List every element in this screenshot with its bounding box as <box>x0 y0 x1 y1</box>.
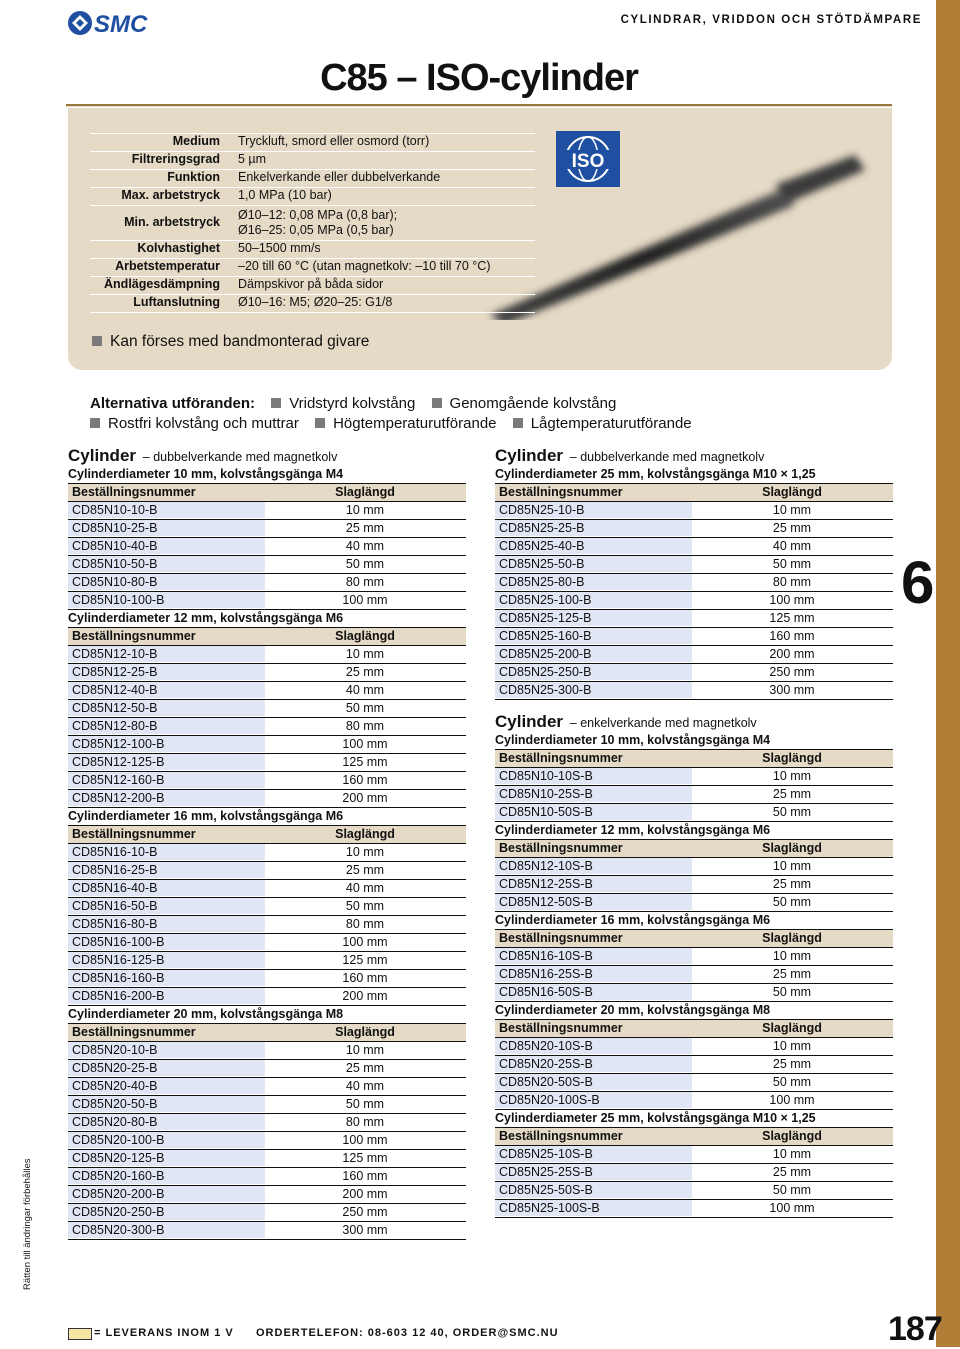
header-category: CYLINDRAR, VRIDDON OCH STÖTDÄMPARE <box>620 14 922 26</box>
order-number: CD85N25-25S-B <box>499 1165 593 1179</box>
stroke-length: 50 mm <box>345 899 385 913</box>
alternatives-label: Alternativa utföranden: <box>90 395 256 412</box>
spec-row-temperature <box>90 258 535 276</box>
order-number: CD85N10-50S-B <box>499 805 593 819</box>
table-row <box>495 1038 893 1056</box>
order-number: CD85N25-10-B <box>499 503 585 517</box>
order-number: CD85N25-160-B <box>499 629 592 643</box>
table-row <box>495 786 893 804</box>
spec-label: Ändlägesdämpning <box>104 277 220 291</box>
table-row <box>68 1132 466 1150</box>
stroke-length: 25 mm <box>345 521 385 535</box>
group-title: Cylinderdiameter 25 mm, kolvstångsgänga M10 × 1,25 <box>495 1110 893 1128</box>
table-row <box>495 574 893 592</box>
section-subtitle: – enkelverkande med magnetkolv <box>569 716 757 730</box>
order-number: CD85N10-50-B <box>72 557 158 571</box>
order-number: CD85N12-125-B <box>72 755 165 769</box>
table-row <box>68 790 466 808</box>
table-row <box>68 1078 466 1096</box>
table-row <box>495 894 893 912</box>
order-number: CD85N16-10S-B <box>499 949 593 963</box>
table-row <box>495 1092 893 1110</box>
table-row <box>68 1204 466 1222</box>
stroke-length: 10 mm <box>345 1043 385 1057</box>
stroke-length: 40 mm <box>345 539 385 553</box>
order-number: CD85N25-200-B <box>499 647 592 661</box>
table-row <box>68 1168 466 1186</box>
order-number: CD85N12-10S-B <box>499 859 593 873</box>
alternative-item: Högtemperaturutförande <box>333 415 497 432</box>
section-subtitle: – dubbelverkande med magnetkolv <box>569 450 765 464</box>
order-number: CD85N20-200-B <box>72 1187 165 1201</box>
order-number: CD85N20-250-B <box>72 1205 165 1219</box>
order-number: CD85N12-25-B <box>72 665 158 679</box>
order-number: CD85N12-25S-B <box>499 877 593 891</box>
stroke-length: 25 mm <box>772 967 812 981</box>
table-row <box>495 876 893 894</box>
table-header <box>68 484 466 502</box>
stroke-length: 125 mm <box>342 953 388 967</box>
order-number: CD85N16-25S-B <box>499 967 593 981</box>
order-number: CD85N10-10-B <box>72 503 158 517</box>
right-column <box>495 446 893 1218</box>
stroke-length: 40 mm <box>345 1079 385 1093</box>
stroke-length: 10 mm <box>345 845 385 859</box>
order-contact: ORDERTELEFON: 08-603 12 40, ORDER@SMC.NU <box>256 1327 559 1339</box>
stroke-length: 250 mm <box>769 665 815 679</box>
order-number: CD85N25-10S-B <box>499 1147 593 1161</box>
section-title-main: Cylinder <box>68 446 137 465</box>
alternatives-line-1 <box>90 395 616 412</box>
table-row <box>68 700 466 718</box>
table-row <box>495 664 893 682</box>
table-row <box>495 1074 893 1092</box>
stroke-length: 100 mm <box>342 935 388 949</box>
iso-logo <box>556 131 620 187</box>
bullet-square-icon <box>271 398 281 408</box>
table-header <box>68 1024 466 1042</box>
stroke-length: 25 mm <box>345 863 385 877</box>
spec-label: Funktion <box>167 170 220 184</box>
stroke-length: 50 mm <box>345 1097 385 1111</box>
table-row <box>68 664 466 682</box>
col-header-stroke: Slaglängd <box>762 1021 822 1035</box>
spec-value: Ø10–16: M5; Ø20–25: G1/8 <box>238 295 393 309</box>
order-number: CD85N10-25S-B <box>499 787 593 801</box>
stroke-length: 100 mm <box>769 593 815 607</box>
section-title-main: Cylinder <box>495 446 564 465</box>
alternatives-line-2 <box>90 415 692 432</box>
order-number: CD85N25-50S-B <box>499 1183 593 1197</box>
table-row <box>68 1096 466 1114</box>
stroke-length: 25 mm <box>772 787 812 801</box>
table-row <box>68 1186 466 1204</box>
order-number: CD85N16-200-B <box>72 989 165 1003</box>
order-number: CD85N25-25-B <box>499 521 585 535</box>
table-row <box>68 754 466 772</box>
spec-value: 1,0 MPa (10 bar) <box>238 188 332 202</box>
spec-label: Medium <box>172 134 220 148</box>
spec-label: Kolvhastighet <box>137 241 220 255</box>
order-number: CD85N12-50S-B <box>499 895 593 909</box>
table-row <box>495 948 893 966</box>
stroke-length: 10 mm <box>772 503 812 517</box>
order-number: CD85N25-125-B <box>499 611 592 625</box>
table-row <box>68 520 466 538</box>
stroke-length: 100 mm <box>769 1201 815 1215</box>
stroke-length: 40 mm <box>345 683 385 697</box>
group-title: Cylinderdiameter 16 mm, kolvstångsgänga M6 <box>68 808 466 826</box>
smc-logo <box>66 6 154 40</box>
table-row <box>68 952 466 970</box>
group-title: Cylinderdiameter 12 mm, kolvstångsgänga M6 <box>495 822 893 840</box>
col-header-stroke: Slaglängd <box>762 485 822 499</box>
table-row <box>68 556 466 574</box>
stroke-length: 100 mm <box>342 1133 388 1147</box>
order-number: CD85N16-10-B <box>72 845 158 859</box>
stroke-length: 80 mm <box>345 1115 385 1129</box>
spec-label: Filtreringsgrad <box>131 152 220 166</box>
table-row <box>495 768 893 786</box>
legend-text: = LEVERANS INOM 1 V <box>94 1327 234 1339</box>
col-header-stroke: Slaglängd <box>335 485 395 499</box>
order-number: CD85N20-25S-B <box>499 1057 593 1071</box>
spec-value: –20 till 60 °C (utan magnetkolv: –10 till 70 °C) <box>238 259 491 273</box>
order-number: CD85N25-300-B <box>499 683 592 697</box>
table-row <box>495 1146 893 1164</box>
order-number: CD85N12-100-B <box>72 737 165 751</box>
order-number: CD85N20-10S-B <box>499 1039 593 1053</box>
table-row <box>68 862 466 880</box>
table-header <box>495 1128 893 1146</box>
order-number: CD85N25-50-B <box>499 557 585 571</box>
page-number: 187 <box>888 1310 942 1348</box>
spec-row-max-pressure <box>90 187 535 205</box>
table-row <box>68 736 466 754</box>
feature-text: Kan förses med bandmonterad givare <box>110 333 370 350</box>
order-number: CD85N20-100-B <box>72 1133 165 1147</box>
stroke-length: 10 mm <box>772 1147 812 1161</box>
group-title: Cylinderdiameter 25 mm, kolvstångsgänga M10 × 1,25 <box>495 466 893 484</box>
table-row <box>68 1150 466 1168</box>
table-row <box>495 628 893 646</box>
spec-row-function <box>90 169 535 187</box>
group-title: Cylinderdiameter 20 mm, kolvstångsgänga M8 <box>495 1002 893 1020</box>
order-number: CD85N16-50-B <box>72 899 158 913</box>
stroke-length: 80 mm <box>345 917 385 931</box>
stroke-length: 50 mm <box>772 805 812 819</box>
table-row <box>495 966 893 984</box>
table-header <box>495 750 893 768</box>
chapter-number: 6 <box>901 549 935 616</box>
table-row <box>495 1200 893 1218</box>
table-row <box>68 1114 466 1132</box>
spec-value: Dämpskivor på båda sidor <box>238 277 384 291</box>
section-title <box>495 712 893 732</box>
side-note: Rätten till ändringar förbehålles <box>22 1158 33 1290</box>
alternative-item: Rostfri kolvstång och muttrar <box>108 415 299 432</box>
stroke-length: 25 mm <box>772 1057 812 1071</box>
spec-row-cushioning <box>90 276 535 294</box>
table-row <box>68 538 466 556</box>
stroke-length: 200 mm <box>342 1187 388 1201</box>
col-header-stroke: Slaglängd <box>762 1129 822 1143</box>
table-header <box>68 628 466 646</box>
table-row <box>68 844 466 862</box>
order-number: CD85N20-125-B <box>72 1151 165 1165</box>
alternative-item: Vridstyrd kolvstång <box>289 395 416 412</box>
spec-row-speed <box>90 240 535 258</box>
spec-value: Ø10–12: 0,08 MPa (0,8 bar); <box>238 208 398 222</box>
col-header-stroke: Slaglängd <box>762 841 822 855</box>
col-header-order: Beställningsnummer <box>499 841 623 855</box>
table-row <box>68 916 466 934</box>
table-row <box>495 592 893 610</box>
col-header-stroke: Slaglängd <box>762 931 822 945</box>
col-header-order: Beställningsnummer <box>499 485 623 499</box>
order-number: CD85N16-25-B <box>72 863 158 877</box>
order-number: CD85N20-80-B <box>72 1115 158 1129</box>
table-row <box>68 880 466 898</box>
table-row <box>495 556 893 574</box>
iso-text: ISO <box>571 151 605 172</box>
order-number: CD85N10-80-B <box>72 575 158 589</box>
table-row <box>68 898 466 916</box>
order-number: CD85N25-80-B <box>499 575 585 589</box>
left-column <box>68 446 466 1240</box>
stroke-length: 160 mm <box>342 971 388 985</box>
stroke-length: 160 mm <box>769 629 815 643</box>
table-row <box>495 502 893 520</box>
table-row <box>68 1042 466 1060</box>
order-number: CD85N20-160-B <box>72 1169 165 1183</box>
spec-label: Max. arbetstryck <box>121 188 220 202</box>
stroke-length: 100 mm <box>769 1093 815 1107</box>
spec-row-port <box>90 294 535 313</box>
col-header-stroke: Slaglängd <box>335 1025 395 1039</box>
table-row <box>495 646 893 664</box>
side-color-bar <box>936 0 960 1347</box>
section-gap <box>495 700 893 712</box>
stroke-length: 100 mm <box>342 593 388 607</box>
order-number: CD85N20-100S-B <box>499 1093 600 1107</box>
order-number: CD85N25-100S-B <box>499 1201 600 1215</box>
alternative-item: Lågtemperaturutförande <box>530 415 692 432</box>
stroke-length: 25 mm <box>345 665 385 679</box>
table-header <box>68 826 466 844</box>
group-title: Cylinderdiameter 10 mm, kolvstångsgänga M4 <box>495 732 893 750</box>
spec-label: Luftanslutning <box>133 295 220 309</box>
order-number: CD85N12-160-B <box>72 773 165 787</box>
col-header-order: Beställningsnummer <box>72 1025 196 1039</box>
order-number: CD85N20-50S-B <box>499 1075 593 1089</box>
stroke-length: 10 mm <box>345 503 385 517</box>
order-number: CD85N12-50-B <box>72 701 158 715</box>
stroke-length: 125 mm <box>769 611 815 625</box>
spec-row-medium <box>90 133 535 151</box>
col-header-order: Beställningsnummer <box>72 827 196 841</box>
stroke-length: 80 mm <box>345 575 385 589</box>
stroke-length: 125 mm <box>342 1151 388 1165</box>
order-number: CD85N16-50S-B <box>499 985 593 999</box>
title-rule <box>66 104 892 106</box>
order-number: CD85N20-25-B <box>72 1061 158 1075</box>
stroke-length: 10 mm <box>772 769 812 783</box>
stroke-length: 200 mm <box>342 791 388 805</box>
stroke-length: 10 mm <box>345 647 385 661</box>
order-number: CD85N10-100-B <box>72 593 165 607</box>
stroke-length: 300 mm <box>769 683 815 697</box>
stroke-length: 10 mm <box>772 859 812 873</box>
table-row <box>68 988 466 1006</box>
table-row <box>495 520 893 538</box>
col-header-order: Beställningsnummer <box>72 629 196 643</box>
table-row <box>495 538 893 556</box>
bullet-square-icon <box>315 418 325 428</box>
table-row <box>495 682 893 700</box>
section-subtitle: – dubbelverkande med magnetkolv <box>142 450 338 464</box>
order-number: CD85N20-10-B <box>72 1043 158 1057</box>
order-number: CD85N12-200-B <box>72 791 165 805</box>
table-row <box>495 858 893 876</box>
table-row <box>495 610 893 628</box>
table-row <box>68 934 466 952</box>
table-row <box>68 574 466 592</box>
table-row <box>68 592 466 610</box>
group-title: Cylinderdiameter 16 mm, kolvstångsgänga M6 <box>495 912 893 930</box>
bullet-square-icon <box>90 418 100 428</box>
table-row <box>495 984 893 1002</box>
spec-value-2: Ø16–25: 0,05 MPa (0,5 bar) <box>238 223 394 237</box>
alternative-item: Genomgående kolvstång <box>449 395 617 412</box>
table-row <box>68 1060 466 1078</box>
stroke-length: 200 mm <box>342 989 388 1003</box>
group-title: Cylinderdiameter 12 mm, kolvstångsgänga M6 <box>68 610 466 628</box>
order-number: CD85N16-80-B <box>72 917 158 931</box>
col-header-stroke: Slaglängd <box>335 629 395 643</box>
order-number: CD85N25-250-B <box>499 665 592 679</box>
order-number: CD85N10-10S-B <box>499 769 593 783</box>
brand-text: SMC <box>94 11 148 38</box>
order-number: CD85N10-40-B <box>72 539 158 553</box>
table-row <box>495 1164 893 1182</box>
group-title: Cylinderdiameter 20 mm, kolvstångsgänga M8 <box>68 1006 466 1024</box>
stroke-length: 50 mm <box>772 1075 812 1089</box>
stroke-length: 250 mm <box>342 1205 388 1219</box>
stroke-length: 40 mm <box>772 539 812 553</box>
spec-row-min-pressure <box>90 205 535 241</box>
feature-line <box>92 333 369 351</box>
order-number: CD85N20-300-B <box>72 1223 165 1237</box>
stroke-length: 50 mm <box>345 557 385 571</box>
stroke-length: 50 mm <box>345 701 385 715</box>
table-header <box>495 840 893 858</box>
table-header <box>495 484 893 502</box>
stroke-length: 50 mm <box>772 895 812 909</box>
order-number: CD85N12-10-B <box>72 647 158 661</box>
spec-value: 50–1500 mm/s <box>238 241 321 255</box>
table-row <box>68 682 466 700</box>
stroke-length: 200 mm <box>769 647 815 661</box>
stroke-length: 80 mm <box>772 575 812 589</box>
stroke-length: 160 mm <box>342 1169 388 1183</box>
table-row <box>68 970 466 988</box>
order-number: CD85N25-40-B <box>499 539 585 553</box>
table-header <box>495 1020 893 1038</box>
table-row <box>68 646 466 664</box>
spec-value: 5 µm <box>238 152 267 166</box>
order-number: CD85N12-40-B <box>72 683 158 697</box>
col-header-order: Beställningsnummer <box>499 751 623 765</box>
table-row <box>495 804 893 822</box>
stroke-length: 25 mm <box>345 1061 385 1075</box>
col-header-stroke: Slaglängd <box>335 827 395 841</box>
col-header-order: Beställningsnummer <box>72 485 196 499</box>
page-title: C85 – ISO-cylinder <box>320 57 638 99</box>
spec-label: Arbetstemperatur <box>115 259 220 273</box>
table-row <box>495 1182 893 1200</box>
spec-label: Min. arbetstryck <box>124 215 220 229</box>
table-row <box>68 718 466 736</box>
legend-swatch <box>68 1328 92 1340</box>
table-header <box>495 930 893 948</box>
bullet-square-icon <box>92 336 102 346</box>
stroke-length: 25 mm <box>772 877 812 891</box>
col-header-order: Beställningsnummer <box>499 931 623 945</box>
section-title <box>68 446 466 466</box>
col-header-stroke: Slaglängd <box>762 751 822 765</box>
order-number: CD85N16-100-B <box>72 935 165 949</box>
order-number: CD85N20-40-B <box>72 1079 158 1093</box>
stroke-length: 125 mm <box>342 755 388 769</box>
section-title-main: Cylinder <box>495 712 564 731</box>
group-title: Cylinderdiameter 10 mm, kolvstångsgänga M4 <box>68 466 466 484</box>
stroke-length: 25 mm <box>772 521 812 535</box>
bullet-square-icon <box>513 418 523 428</box>
table-row <box>68 502 466 520</box>
stroke-length: 10 mm <box>772 1039 812 1053</box>
section-title <box>495 446 893 466</box>
order-number: CD85N12-80-B <box>72 719 158 733</box>
spec-row-filtration <box>90 151 535 169</box>
stroke-length: 300 mm <box>342 1223 388 1237</box>
order-number: CD85N10-25-B <box>72 521 158 535</box>
stroke-length: 10 mm <box>772 949 812 963</box>
stroke-length: 50 mm <box>772 1183 812 1197</box>
stroke-length: 50 mm <box>772 985 812 999</box>
stroke-length: 50 mm <box>772 557 812 571</box>
order-number: CD85N25-100-B <box>499 593 592 607</box>
stroke-length: 100 mm <box>342 737 388 751</box>
spec-value: Tryckluft, smord eller osmord (torr) <box>238 134 430 148</box>
bullet-square-icon <box>432 398 442 408</box>
table-row <box>495 1056 893 1074</box>
stroke-length: 40 mm <box>345 881 385 895</box>
order-number: CD85N16-125-B <box>72 953 165 967</box>
stroke-length: 25 mm <box>772 1165 812 1179</box>
order-number: CD85N16-40-B <box>72 881 158 895</box>
order-number: CD85N16-160-B <box>72 971 165 985</box>
col-header-order: Beställningsnummer <box>499 1021 623 1035</box>
col-header-order: Beställningsnummer <box>499 1129 623 1143</box>
stroke-length: 80 mm <box>345 719 385 733</box>
stroke-length: 160 mm <box>342 773 388 787</box>
table-row <box>68 1222 466 1240</box>
spec-value: Enkelverkande eller dubbelverkande <box>238 170 441 184</box>
order-number: CD85N20-50-B <box>72 1097 158 1111</box>
table-row <box>68 772 466 790</box>
